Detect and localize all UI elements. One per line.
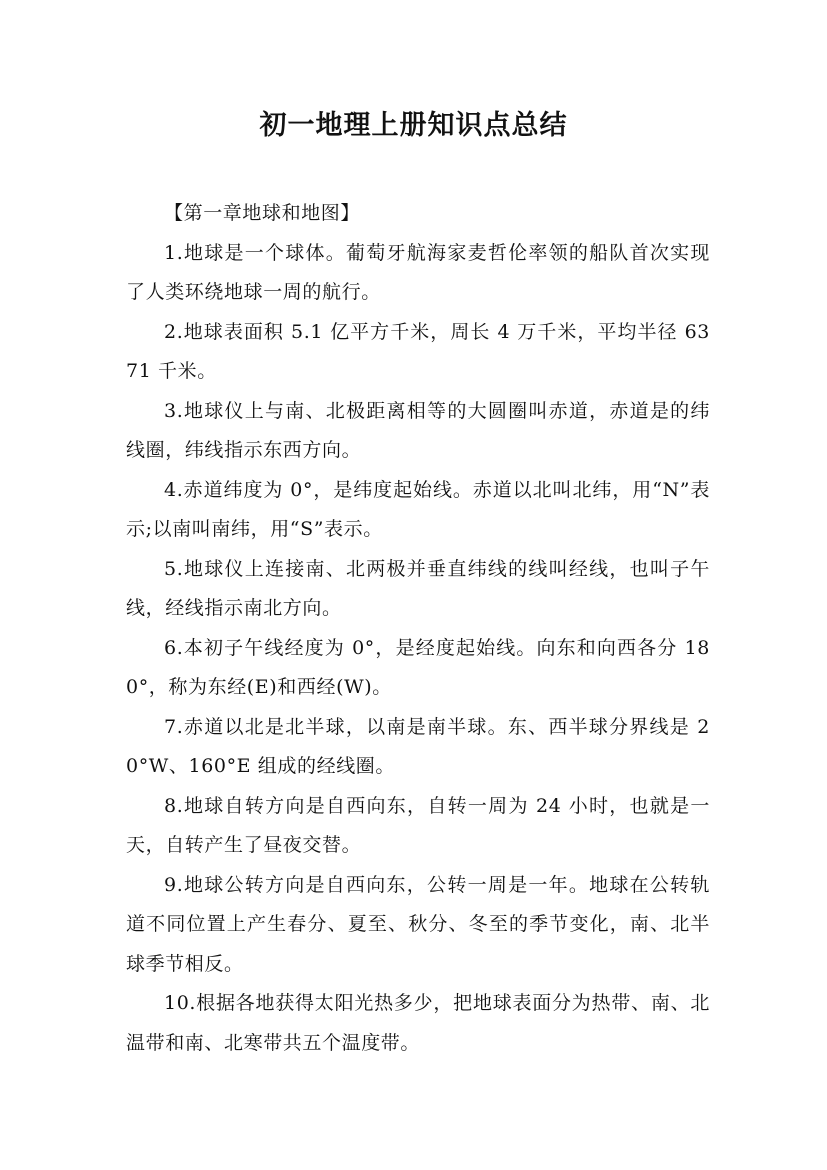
paragraph-1: 1.地球是一个球体。葡萄牙航海家麦哲伦率领的船队首次实现了人类环绕地球一周的航行。 [126,241,710,303]
paragraph-6: 6.本初子午线经度为 0°，是经度起始线。向东和向西各分 180°，称为东经(E)和西经(W)。 [126,636,710,698]
chapter-heading: 【第一章地球和地图】 [164,202,361,224]
paragraph-5: 5.地球仪上连接南、北两极并垂直纬线的线叫经线，也叫子午线，经线指示南北方向。 [126,557,710,619]
paragraph-10: 10.根据各地获得太阳光热多少，把地球表面分为热带、南、北温带和南、北寒带共五个温度带。 [126,992,710,1054]
document-body [126,194,710,1063]
document-title: 初一地理上册知识点总结 [259,110,568,141]
paragraph-2: 2.地球表面积 5.1 亿平方千米，周长 4 万千米，平均半径 6371 千米。 [126,320,710,382]
paragraph-4: 4.赤道纬度为 0°，是纬度起始线。赤道以北叫北纬，用“N”表示;以南叫南纬，用“S”表示。 [126,478,710,540]
paragraph-8: 8.地球自转方向是自西向东，自转一周为 24 小时，也就是一天，自转产生了昼夜交替。 [126,794,710,856]
paragraph-3: 3.地球仪上与南、北极距离相等的大圆圈叫赤道，赤道是的纬线圈，纬线指示东西方向。 [126,399,710,461]
paragraph-7: 7.赤道以北是北半球，以南是南半球。东、西半球分界线是 20°W、160°E 组成的经线圈。 [126,715,710,777]
paragraph-9: 9.地球公转方向是自西向东，公转一周是一年。地球在公转轨道不同位置上产生春分、夏至、秋分、冬至的季节变化，南、北半球季节相反。 [126,873,710,975]
